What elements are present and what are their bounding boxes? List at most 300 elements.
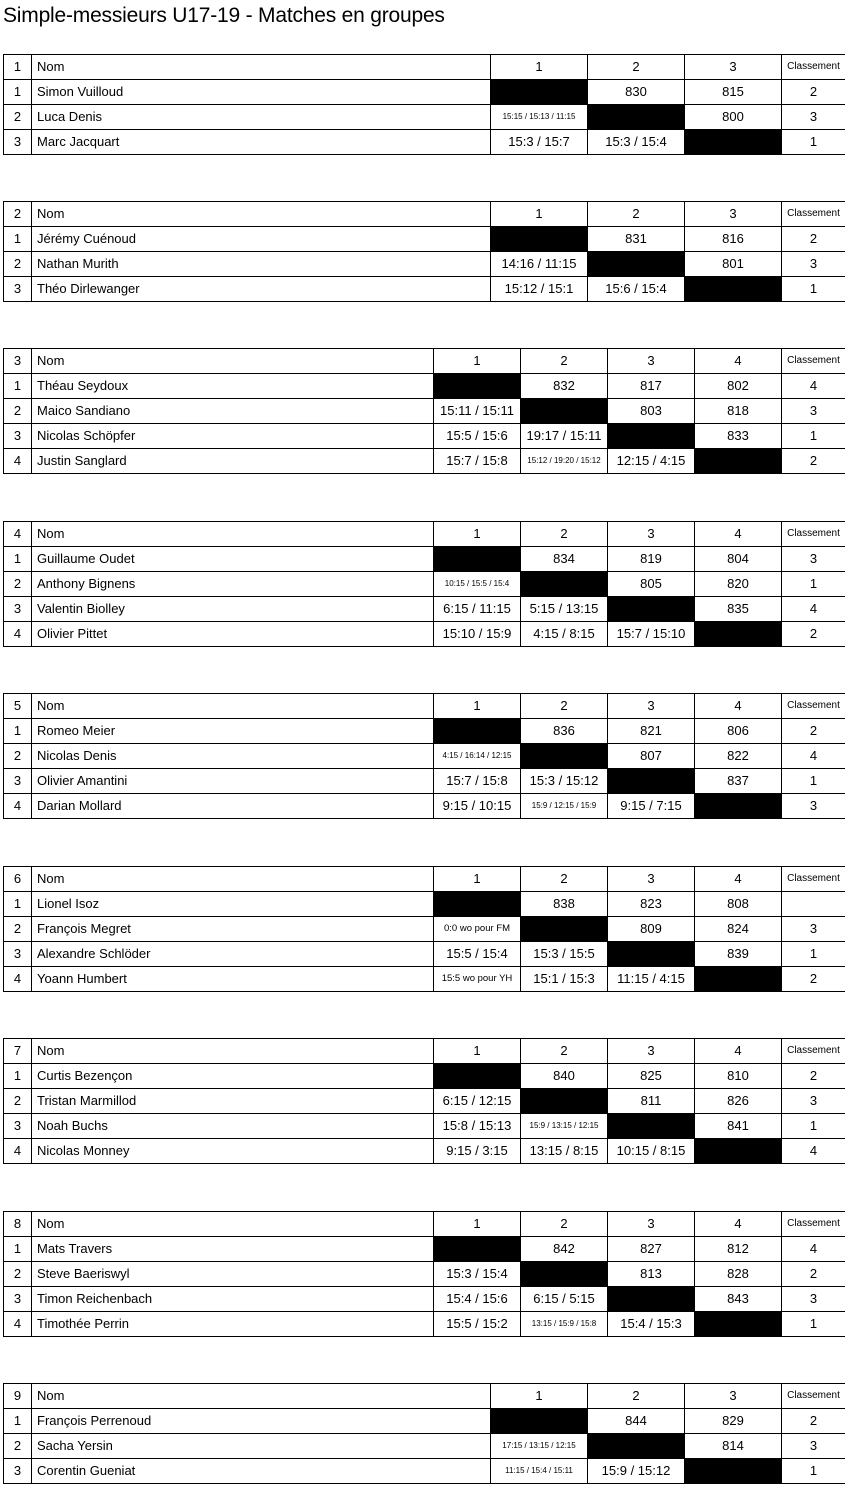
name-header: Nom: [32, 1212, 434, 1237]
group-number: 8: [4, 1212, 32, 1237]
group-header-row: [4, 522, 845, 547]
match-cell: 4:15 / 8:15: [521, 622, 608, 647]
player-index: 4: [4, 449, 32, 474]
match-cell: 808: [695, 892, 782, 917]
player-name: Darian Mollard: [32, 794, 434, 819]
table-row: [4, 1237, 845, 1262]
player-rank: 4: [782, 744, 845, 769]
match-cell: 817: [608, 374, 695, 399]
player-index: 1: [4, 80, 32, 105]
group-table: [3, 348, 845, 474]
player-rank: 1: [782, 277, 845, 302]
column-header: 3: [685, 55, 782, 80]
player-name: Nicolas Denis: [32, 744, 434, 769]
player-name: Timon Reichenbach: [32, 1287, 434, 1312]
self-match-cell: [608, 1114, 695, 1139]
match-cell: 806: [695, 719, 782, 744]
rank-header: Classement: [782, 694, 845, 719]
player-name: François Perrenoud: [32, 1409, 491, 1434]
rank-header: Classement: [782, 522, 845, 547]
column-header: 1: [491, 55, 588, 80]
self-match-cell: [695, 794, 782, 819]
self-match-cell: [434, 892, 521, 917]
player-rank: 2: [782, 967, 845, 992]
match-cell: 9:15 / 10:15: [434, 794, 521, 819]
player-rank: 1: [782, 1114, 845, 1139]
table-row: [4, 1459, 845, 1484]
self-match-cell: [588, 252, 685, 277]
table-row: [4, 399, 845, 424]
match-cell: 13:15 / 8:15: [521, 1139, 608, 1164]
rank-header: Classement: [782, 202, 845, 227]
column-header: 4: [695, 1039, 782, 1064]
player-name: Olivier Pittet: [32, 622, 434, 647]
match-cell: 842: [521, 1237, 608, 1262]
table-row: [4, 942, 845, 967]
table-row: [4, 227, 845, 252]
name-header: Nom: [32, 522, 434, 547]
match-cell: 809: [608, 917, 695, 942]
name-header: Nom: [32, 349, 434, 374]
match-cell: 15:7 / 15:10: [608, 622, 695, 647]
match-cell: 12:15 / 4:15: [608, 449, 695, 474]
match-cell: 5:15 / 13:15: [521, 597, 608, 622]
player-rank: 2: [782, 622, 845, 647]
player-name: Luca Denis: [32, 105, 491, 130]
player-index: 3: [4, 1287, 32, 1312]
match-cell: 835: [695, 597, 782, 622]
table-row: [4, 1312, 845, 1337]
table-row: [4, 794, 845, 819]
player-name: Lionel Isoz: [32, 892, 434, 917]
match-cell: 813: [608, 1262, 695, 1287]
column-header: 2: [521, 694, 608, 719]
player-name: Sacha Yersin: [32, 1434, 491, 1459]
match-cell: 4:15 / 16:14 / 12:15: [434, 744, 521, 769]
match-cell: 800: [685, 105, 782, 130]
match-cell: 15:7 / 15:8: [434, 769, 521, 794]
player-index: 4: [4, 622, 32, 647]
table-row: [4, 1064, 845, 1089]
group-table: [3, 1038, 845, 1164]
match-cell: 814: [685, 1434, 782, 1459]
self-match-cell: [434, 1237, 521, 1262]
match-cell: 15:9 / 15:12: [588, 1459, 685, 1484]
player-name: Alexandre Schlöder: [32, 942, 434, 967]
match-cell: 811: [608, 1089, 695, 1114]
group-header-row: [4, 55, 845, 80]
player-name: Jérémy Cuénoud: [32, 227, 491, 252]
column-header: 1: [491, 202, 588, 227]
player-rank: 3: [782, 1287, 845, 1312]
group-header-row: [4, 867, 845, 892]
self-match-cell: [588, 105, 685, 130]
name-header: Nom: [32, 1384, 491, 1409]
self-match-cell: [434, 547, 521, 572]
match-cell: 9:15 / 3:15: [434, 1139, 521, 1164]
self-match-cell: [608, 1287, 695, 1312]
table-row: [4, 597, 845, 622]
group-header-row: [4, 202, 845, 227]
column-header: 1: [491, 1384, 588, 1409]
column-header: 3: [608, 694, 695, 719]
self-match-cell: [521, 399, 608, 424]
player-rank: 3: [782, 252, 845, 277]
match-cell: 15:10 / 15:9: [434, 622, 521, 647]
player-index: 1: [4, 547, 32, 572]
rank-header: Classement: [782, 1039, 845, 1064]
match-cell: 15:3 / 15:12: [521, 769, 608, 794]
player-name: Curtis Bezençon: [32, 1064, 434, 1089]
player-rank: 3: [782, 105, 845, 130]
player-name: Nicolas Schöpfer: [32, 424, 434, 449]
group-number: 9: [4, 1384, 32, 1409]
player-rank: 4: [782, 374, 845, 399]
match-cell: 15:11 / 15:11: [434, 399, 521, 424]
player-name: Noah Buchs: [32, 1114, 434, 1139]
table-row: [4, 1409, 845, 1434]
match-cell: 831: [588, 227, 685, 252]
self-match-cell: [521, 917, 608, 942]
table-row: [4, 1262, 845, 1287]
match-cell: 6:15 / 12:15: [434, 1089, 521, 1114]
table-row: [4, 130, 845, 155]
player-name: Marc Jacquart: [32, 130, 491, 155]
self-match-cell: [521, 1262, 608, 1287]
table-row: [4, 449, 845, 474]
match-cell: 824: [695, 917, 782, 942]
match-cell: 15:9 / 12:15 / 15:9: [521, 794, 608, 819]
player-index: 3: [4, 277, 32, 302]
match-cell: 10:15 / 15:5 / 15:4: [434, 572, 521, 597]
player-index: 4: [4, 967, 32, 992]
match-cell: 832: [521, 374, 608, 399]
match-cell: 11:15 / 15:4 / 15:11: [491, 1459, 588, 1484]
player-index: 4: [4, 1139, 32, 1164]
column-header: 4: [695, 522, 782, 547]
table-row: [4, 105, 845, 130]
self-match-cell: [695, 449, 782, 474]
table-row: [4, 622, 845, 647]
match-cell: 15:5 / 15:4: [434, 942, 521, 967]
self-match-cell: [521, 1089, 608, 1114]
column-header: 1: [434, 1212, 521, 1237]
player-rank: 4: [782, 597, 845, 622]
self-match-cell: [608, 942, 695, 967]
match-cell: 803: [608, 399, 695, 424]
table-row: [4, 1287, 845, 1312]
player-name: Olivier Amantini: [32, 769, 434, 794]
column-header: 4: [695, 349, 782, 374]
match-cell: 15:3 / 15:7: [491, 130, 588, 155]
player-index: 2: [4, 917, 32, 942]
column-header: 2: [588, 202, 685, 227]
match-cell: 15:4 / 15:6: [434, 1287, 521, 1312]
player-name: Maico Sandiano: [32, 399, 434, 424]
match-cell: 815: [685, 80, 782, 105]
match-cell: 15:6 / 15:4: [588, 277, 685, 302]
rank-header: Classement: [782, 1212, 845, 1237]
player-index: 2: [4, 1089, 32, 1114]
match-cell: 844: [588, 1409, 685, 1434]
match-cell: 11:15 / 4:15: [608, 967, 695, 992]
player-index: 4: [4, 794, 32, 819]
group-number: 1: [4, 55, 32, 80]
player-index: 1: [4, 1064, 32, 1089]
match-cell: 822: [695, 744, 782, 769]
player-index: 1: [4, 227, 32, 252]
player-rank: 4: [782, 1237, 845, 1262]
player-rank: 2: [782, 1409, 845, 1434]
player-rank: 1: [782, 130, 845, 155]
player-rank: 2: [782, 1262, 845, 1287]
table-row: [4, 892, 845, 917]
column-header: 1: [434, 522, 521, 547]
player-index: 1: [4, 719, 32, 744]
player-index: 3: [4, 597, 32, 622]
group-number: 4: [4, 522, 32, 547]
column-header: 4: [695, 867, 782, 892]
match-cell: 15:9 / 13:15 / 12:15: [521, 1114, 608, 1139]
group-table: [3, 1211, 845, 1337]
table-row: [4, 744, 845, 769]
name-header: Nom: [32, 55, 491, 80]
player-index: 2: [4, 1262, 32, 1287]
group-number: 2: [4, 202, 32, 227]
table-row: [4, 967, 845, 992]
match-cell: 830: [588, 80, 685, 105]
group-header-row: [4, 694, 845, 719]
player-rank: 1: [782, 769, 845, 794]
match-cell: 15:5 / 15:6: [434, 424, 521, 449]
match-cell: 821: [608, 719, 695, 744]
group-table: [3, 521, 845, 647]
group-number: 6: [4, 867, 32, 892]
rank-header: Classement: [782, 349, 845, 374]
name-header: Nom: [32, 1039, 434, 1064]
table-row: [4, 424, 845, 449]
player-name: Théo Dirlewanger: [32, 277, 491, 302]
self-match-cell: [685, 277, 782, 302]
player-name: Tristan Marmillod: [32, 1089, 434, 1114]
self-match-cell: [695, 967, 782, 992]
match-cell: 6:15 / 11:15: [434, 597, 521, 622]
match-cell: 826: [695, 1089, 782, 1114]
player-rank: 1: [782, 1459, 845, 1484]
match-cell: 827: [608, 1237, 695, 1262]
player-index: 4: [4, 1312, 32, 1337]
group-table: [3, 54, 845, 155]
name-header: Nom: [32, 867, 434, 892]
match-cell: 15:8 / 15:13: [434, 1114, 521, 1139]
self-match-cell: [608, 424, 695, 449]
column-header: 1: [434, 1039, 521, 1064]
self-match-cell: [695, 1312, 782, 1337]
table-row: [4, 277, 845, 302]
match-cell: 15:1 / 15:3: [521, 967, 608, 992]
column-header: 2: [521, 522, 608, 547]
match-cell: 801: [685, 252, 782, 277]
self-match-cell: [695, 622, 782, 647]
column-header: 2: [521, 867, 608, 892]
player-rank: 3: [782, 1434, 845, 1459]
table-row: [4, 1434, 845, 1459]
player-index: 1: [4, 1237, 32, 1262]
player-name: Romeo Meier: [32, 719, 434, 744]
match-cell: 825: [608, 1064, 695, 1089]
self-match-cell: [608, 597, 695, 622]
group-number: 5: [4, 694, 32, 719]
player-index: 2: [4, 399, 32, 424]
name-header: Nom: [32, 694, 434, 719]
self-match-cell: [434, 374, 521, 399]
player-name: Mats Travers: [32, 1237, 434, 1262]
table-row: [4, 1114, 845, 1139]
player-index: 1: [4, 892, 32, 917]
table-row: [4, 572, 845, 597]
player-rank: 3: [782, 547, 845, 572]
column-header: 1: [434, 867, 521, 892]
self-match-cell: [685, 1459, 782, 1484]
match-cell: 802: [695, 374, 782, 399]
column-header: 2: [521, 1039, 608, 1064]
match-cell: 13:15 / 15:9 / 15:8: [521, 1312, 608, 1337]
player-index: 3: [4, 130, 32, 155]
self-match-cell: [695, 1139, 782, 1164]
match-cell: 841: [695, 1114, 782, 1139]
player-rank: 2: [782, 227, 845, 252]
group-table: [3, 693, 845, 819]
player-name: Valentin Biolley: [32, 597, 434, 622]
self-match-cell: [608, 769, 695, 794]
match-cell: 804: [695, 547, 782, 572]
self-match-cell: [491, 1409, 588, 1434]
match-cell: 818: [695, 399, 782, 424]
player-rank: 4: [782, 1139, 845, 1164]
player-name: Théau Seydoux: [32, 374, 434, 399]
player-rank: 3: [782, 917, 845, 942]
table-row: [4, 769, 845, 794]
group-header-row: [4, 1039, 845, 1064]
match-cell: 15:4 / 15:3: [608, 1312, 695, 1337]
self-match-cell: [685, 130, 782, 155]
player-name: Nicolas Monney: [32, 1139, 434, 1164]
match-cell: 834: [521, 547, 608, 572]
group-table: [3, 201, 845, 302]
match-cell: 828: [695, 1262, 782, 1287]
column-header: 3: [608, 867, 695, 892]
self-match-cell: [491, 80, 588, 105]
column-header: 3: [608, 1212, 695, 1237]
name-header: Nom: [32, 202, 491, 227]
player-name: Nathan Murith: [32, 252, 491, 277]
player-rank: 2: [782, 80, 845, 105]
player-rank: 1: [782, 1312, 845, 1337]
player-rank: 1: [782, 572, 845, 597]
match-cell: 9:15 / 7:15: [608, 794, 695, 819]
player-rank: 2: [782, 1064, 845, 1089]
player-rank: 3: [782, 1089, 845, 1114]
player-name: Steve Baeriswyl: [32, 1262, 434, 1287]
match-cell: 15:7 / 15:8: [434, 449, 521, 474]
group-table: [3, 1383, 845, 1484]
player-index: 3: [4, 1459, 32, 1484]
table-row: [4, 1089, 845, 1114]
match-cell: 805: [608, 572, 695, 597]
match-cell: 816: [685, 227, 782, 252]
match-cell: 15:15 / 15:13 / 11:15: [491, 105, 588, 130]
column-header: 3: [685, 1384, 782, 1409]
table-row: [4, 80, 845, 105]
group-header-row: [4, 1212, 845, 1237]
player-name: Yoann Humbert: [32, 967, 434, 992]
column-header: 2: [588, 55, 685, 80]
match-cell: 829: [685, 1409, 782, 1434]
group-header-row: [4, 1384, 845, 1409]
column-header: 4: [695, 694, 782, 719]
match-cell: 836: [521, 719, 608, 744]
match-cell: 15:12 / 19:20 / 15:12: [521, 449, 608, 474]
player-name: Anthony Bignens: [32, 572, 434, 597]
rank-header: Classement: [782, 867, 845, 892]
match-cell: 14:16 / 11:15: [491, 252, 588, 277]
match-cell: 10:15 / 8:15: [608, 1139, 695, 1164]
player-index: 2: [4, 1434, 32, 1459]
match-cell: 833: [695, 424, 782, 449]
table-row: [4, 547, 845, 572]
group-header-row: [4, 349, 845, 374]
match-cell: 810: [695, 1064, 782, 1089]
rank-header: Classement: [782, 55, 845, 80]
column-header: 2: [521, 349, 608, 374]
table-row: [4, 1139, 845, 1164]
player-rank: [782, 892, 845, 917]
match-cell: 812: [695, 1237, 782, 1262]
match-cell: 15:5 wo pour YH: [434, 967, 521, 992]
player-rank: 1: [782, 424, 845, 449]
match-cell: 6:15 / 5:15: [521, 1287, 608, 1312]
self-match-cell: [434, 719, 521, 744]
player-index: 3: [4, 769, 32, 794]
player-rank: 3: [782, 399, 845, 424]
player-rank: 2: [782, 449, 845, 474]
player-name: Guillaume Oudet: [32, 547, 434, 572]
column-header: 3: [608, 349, 695, 374]
player-index: 2: [4, 105, 32, 130]
match-cell: 838: [521, 892, 608, 917]
match-cell: 15:3 / 15:4: [434, 1262, 521, 1287]
player-index: 2: [4, 744, 32, 769]
column-header: 1: [434, 349, 521, 374]
player-index: 3: [4, 424, 32, 449]
player-index: 1: [4, 1409, 32, 1434]
self-match-cell: [491, 227, 588, 252]
player-name: Simon Vuilloud: [32, 80, 491, 105]
column-header: 1: [434, 694, 521, 719]
column-header: 2: [588, 1384, 685, 1409]
player-name: Timothée Perrin: [32, 1312, 434, 1337]
player-name: Corentin Gueniat: [32, 1459, 491, 1484]
match-cell: 15:3 / 15:5: [521, 942, 608, 967]
self-match-cell: [434, 1064, 521, 1089]
match-cell: 17:15 / 13:15 / 12:15: [491, 1434, 588, 1459]
self-match-cell: [521, 744, 608, 769]
match-cell: 15:3 / 15:4: [588, 130, 685, 155]
table-row: [4, 917, 845, 942]
page-title: Simple-messieurs U17-19 - Matches en groupes: [3, 4, 445, 27]
player-index: 1: [4, 374, 32, 399]
match-cell: 15:5 / 15:2: [434, 1312, 521, 1337]
